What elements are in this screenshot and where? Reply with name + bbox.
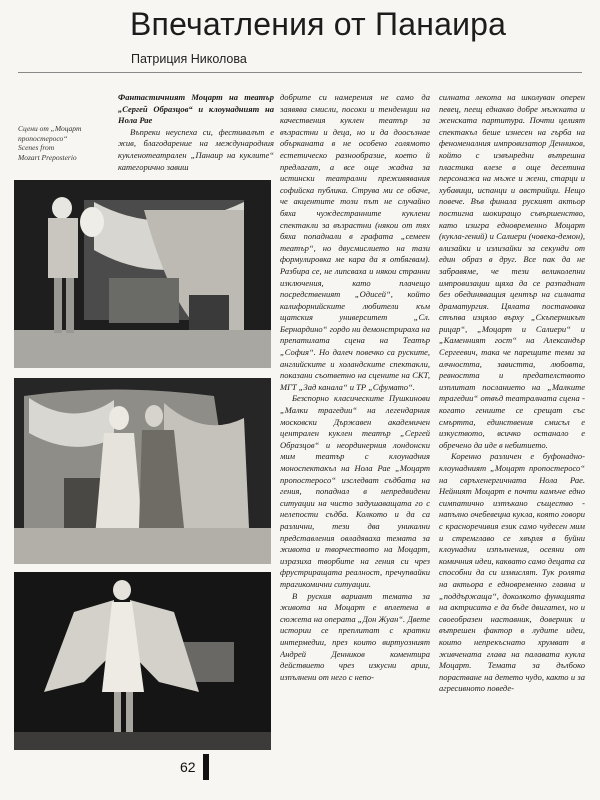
col2-paragraph: добрите си намерения не само да заявява смисли, посоки и тенденции на качествения куклен театър за възрастни и деца, но и да доосъзнае обърканата в не особено голямото естетическо разнообразие, което й предлагат, а все още жадна за истински театрални преживявания софийска публика. Струва ми се обаче, че акцентите този път не случайно бяха чуждестранните куклени спектакли за възрастни (някои от тях бяха попаднали в графата „семеен театър“, но двусмислието на тази формулировка ме кара да я отбягвам). Разбира се, не липсваха и някои странни изключения, като плачещо посредственият „Одисей“, който калифорнийските любители към щатския университет „Сл. Бернардино“ гордо ни демонстрираха на препатилата сцена на Театър „София“. Но далеч повечко са руските, английските и холандските спектакли, показани съответно на сцените на СКТ, МГТ „Зад канала“ и ТР „Сфумато“.	[280, 92, 430, 392]
stage-photo-2	[14, 378, 271, 564]
col2-paragraph: В руския вариант темата за живота на Моцарт е вплетена в сюжета на операта „Дон Жуан“. Двете истории се преплитат с кратки интермедии, през които виртуозният Андрей Денников коментира действието чрез изкусни арии, изпълнени от него с непо-	[280, 590, 430, 682]
page-number-bar	[203, 754, 209, 780]
photo-caption	[18, 124, 108, 162]
header-divider	[18, 72, 582, 73]
caption-bg: Сцени от „Моцарт пропостеросо“	[18, 124, 82, 143]
text-column-2	[280, 92, 430, 752]
stage-photo-3	[14, 572, 271, 750]
text-column-1	[118, 92, 274, 182]
col3-paragraph: Коренно различен е буфонадно-клоунадният „Моцарт пропостеросо“ на свръхенергичната Нола Рае. Нейният Моцарт е почти камъче едно симпатично изтъкано същество - напълно очебевецна кукла, която говори с красноречивия език само чудесен мим и стремглаво се хвърля в буйни клоунадни изпълнения, осеяни от комичния идеи, каквато само децата са способни да си измислят. Тук ролята на актьора е едновременно главна и „поддържаща“, доколкото функцията на актрисата е да бъде двигател, но и своеобразен наставник, доверник и вътрешен фактор в лудите идеи, които непрекъснато хрумват в живчената глава на палавата кукла Моцарт. Темата за дълбоко порастване на детето чудо, както и за агресивното поведе-	[439, 451, 585, 694]
article-lead: Фантастичният Моцарт на театър „Сергей Образцов“ и клоунадният на Нола Рае	[118, 92, 274, 126]
col2-paragraph: Безспорно класическите Пушкинови „Малки трагедии“ на легендарния московски Държавен академичен централен куклен театър „Сергей Образцов“ и неординерния лондонски мим театър с клоунадния моноспектакъл на Нола Рае „Моцарт пропостеросо“ изследват съдбата на гения, попаднал в непредвидени ситуации на чисто задушаващата го с нелепости съдба. Колкото и да са различни, тези два уникални представления овладяваха темата за живота и творчеството на Моцарт, изразиха творбите на гения си чрез фрустриращата реалност, пречупвайки трагикомични ситуации.	[280, 393, 430, 589]
column-1-text: Въпреки неуспеха си, фестивалът е жив, благодарение на международния кукленотеатрален „Панаир на куклите“ категорично завиш	[118, 126, 274, 172]
col3-paragraph: силната лекота на школуван оперен певец, пеещ еднакво добре мъжката и женската партитура. Почти целият спектакъл беше изнесен на гърба на феноменалния импровизатор Денников, който с извънредни вътрешна пластика влезе в още десетина персонажа на мъже и жени, старци и хубавици, испанци и австрийци. Нещо повече. Във финала руският актьор постигна шокиращо съвършенство, като изигра едновременно Моцарт (кукла-гений) и Салиери (човека-демон), влизайки и излизайки за секунди от един образ в друг. Все пак да не забравяме, че тези великолепни импровизации щяха да се разпаднат без обединяващия център на силната драматургия. Цялата постановка стъпва изцяло върху „Скъперникът рицар“, „Моцарт и Салиери“ и „Каменният гост“ на Александър Сергеевич, така че парещите теми за алчността, завистта, любовта, ревността и предателството изплитат посланието на „Малките трагедии“ отвъд театралната сцена - когато гениите се срещат със смъртта, единствения смисъл е изкуството, всичко останало е обречено да иде в небитието.	[439, 92, 585, 450]
caption-en-line1: Scenes from	[18, 143, 55, 152]
stage-photo-1	[14, 180, 271, 368]
page-number: 62	[180, 759, 196, 775]
text-column-3	[439, 92, 585, 752]
caption-en-line2: Mozart Preposterio	[18, 152, 77, 162]
article-title: Впечатления от Панаира	[130, 6, 507, 42]
article-author: Патриция Николова	[131, 52, 247, 66]
